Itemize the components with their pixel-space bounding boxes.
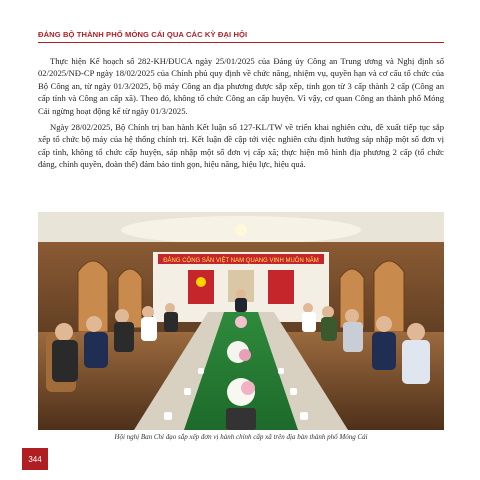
meeting-photo: [38, 212, 444, 430]
photo-caption: Hội nghị Ban Chỉ đạo sắp xếp đơn vị hành chính cấp xã trên địa bàn thành phố Móng Cái: [114, 433, 368, 441]
banner-text: ĐẢNG CỘNG SẢN VIỆT NAM QUANG VINH MUÔN NĂM: [163, 258, 319, 264]
paragraph-2: Ngày 28/02/2025, Bộ Chính trị ban hành Kết luận số 127-KL/TW về triển khai nghiên cứu, đề xuất tiếp tục sắp xếp tổ chức bộ máy của hệ thống chính trị. Kết luận đề cập tới việc nghiên cứu định hướng sáp nhập một số đơn vị cấp tỉnh, không tổ chức cấp huyện, sáp nhập một số đơn vị cấp xã; thực hiện mô hình địa phương 2 cấp (tổ chức đảng, chính quyền, đoàn thể) đảm bảo tinh gọn, hiệu năng, hiệu lực, hiệu quả.: [38, 122, 444, 170]
paragraph-1: Thực hiện Kế hoạch số 282-KH/ĐUCA ngày 25/01/2025 của Đảng ủy Công an Trung ương và Nghị định số 02/2025/NĐ-CP ngày 18/02/2025 của Chính phủ quy định về chức năng, nhiệm vụ, quyền hạn và cơ cấu tổ chức của Bộ Công an, từ ngày 01/3/2025, bộ máy Công an địa phương được sắp xếp, tinh gọn từ 3 cấp thành 2 cấp (Công an cấp tỉnh và Công an cấp xã). Theo đó, không tổ chức Công an cấp huyện. Vì vậy, cơ quan Công an thành phố Móng Cái ngừng hoạt động kể từ ngày 01/3/2025.: [38, 56, 444, 116]
page-number: 344: [22, 448, 48, 470]
body-text: [38, 55, 444, 175]
header-divider: [38, 42, 444, 43]
running-header: ĐẢNG BỘ THÀNH PHỐ MÓNG CÁI QUA CÁC KỲ ĐẠI HỘI: [38, 30, 248, 39]
